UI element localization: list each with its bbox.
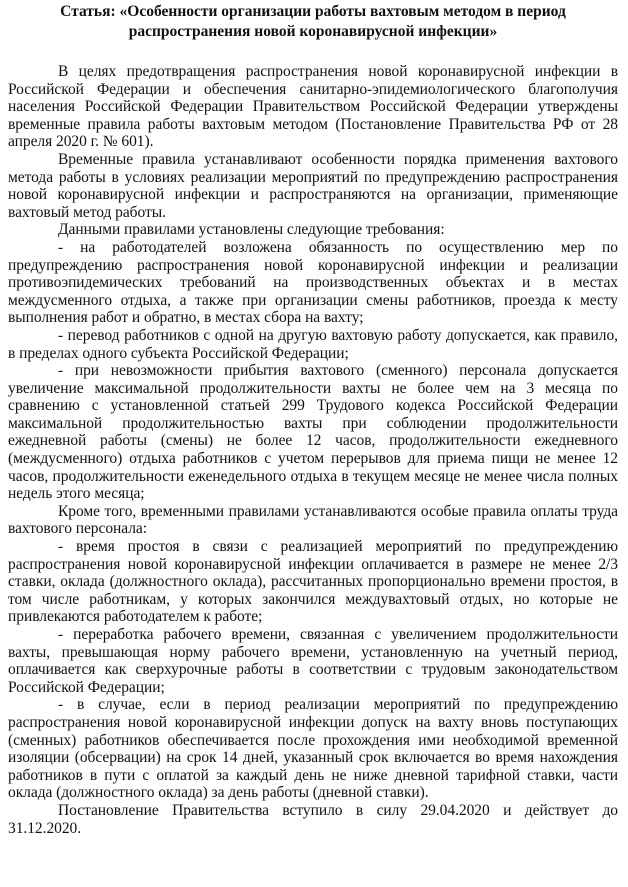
paragraph-isolation: - в случае, если в период реализации мероприятий по предупреждению распространения новой коронавирусной инфекции допуск на вахту вновь поступающих (сменных) работников обеспечивается после прохождения ими необходимой временной изоляции (обсервации) на срок 14 дней, указанный срок включается во время нахождения работников в пути с оплатой за каждый день не ниже дневной тарифной ставки, части оклада (должностного оклада) за день работы (дневной ставки). — [8, 696, 618, 802]
paragraph-payment-heading: Кроме того, временными правилами устанавливаются особые правила оплаты труда вахтового персонала: — [8, 502, 618, 538]
paragraph-transfer: - перевод работников с одной на другую вахтовую работу допускается, как правило, в пределах одного субъекта Российской Федерации; — [8, 326, 618, 362]
paragraph-shift-extension: - при невозможности прибытия вахтового (сменного) персонала допускается увеличение максимальной продолжительности вахты не более чем на 3 месяца по сравнению с установленной статьей 299 Трудового кодекса Российской Федерации максимальной продолжительностью вахты при соблюдении продолжительности ежедневной работы (смены) не более 12 часов, продолжительности ежедневного (междусменного) отдыха работников с учетом перерывов для приема пищи не менее 12 часов, продолжительности еженедельного отдыха в текущем месяце не менее числа полных недель этого месяца; — [8, 362, 618, 503]
paragraph-intro: В целях предотвращения распространения новой коронавирусной инфекции в Российской Федерации и обеспечения санитарно-эпидемиологического благополучия населения Российской Федерации Правительством Российской Федерации утверждены временные правила работы вахтовым методом (Постановление Правительства РФ от 28 апреля 2020 г. № 601). — [8, 63, 618, 151]
paragraph-rules-scope: Временные правила устанавливают особенности порядка применения вахтового метода работы в условиях реализации мероприятий по предупреждению распространения новой коронавирусной инфекции и распространяются на организации, применяющие вахтовый метод работы. — [8, 150, 618, 221]
paragraph-downtime-pay: - время простоя в связи с реализацией мероприятий по предупреждению распространения новой коронавирусной инфекции оплачивается в размере не менее 2/3 ставки, оклада (должностного оклада), рассчитанных пропорционально времени простоя, в том числе работникам, у которых закончился междувахтовый отдых, но которые не привлекаются работодателем к работе; — [8, 538, 618, 626]
article-body — [8, 63, 618, 837]
paragraph-employer-duties: - на работодателей возложена обязанность по осуществлению мер по предупреждению распространения новой коронавирусной инфекции и реализации противоэпидемических требований на производственных объектах и в местах междусменного отдыха, а также при организации смены работников, проезда к месту выполнения работ и обратно, в местах сбора на вахту; — [8, 238, 618, 327]
paragraph-overtime: - переработка рабочего времени, связанная с увеличением продолжительности вахты, превышающая норму рабочего времени, установленную на учетный период, оплачивается как сверхурочные работы в соответствии с трудовым законодательством Российской Федерации; — [8, 626, 618, 696]
paragraph-effective-date: Постановление Правительства вступило в силу 29.04.2020 и действует до 31.12.2020. — [8, 801, 618, 837]
paragraph-requirements-heading: Данными правилами установлены следующие требования: — [58, 221, 445, 239]
article-title: Статья: «Особенности организации работы вахтовым методом в период распространения новой коронавирусной инфекции» — [60, 3, 566, 40]
